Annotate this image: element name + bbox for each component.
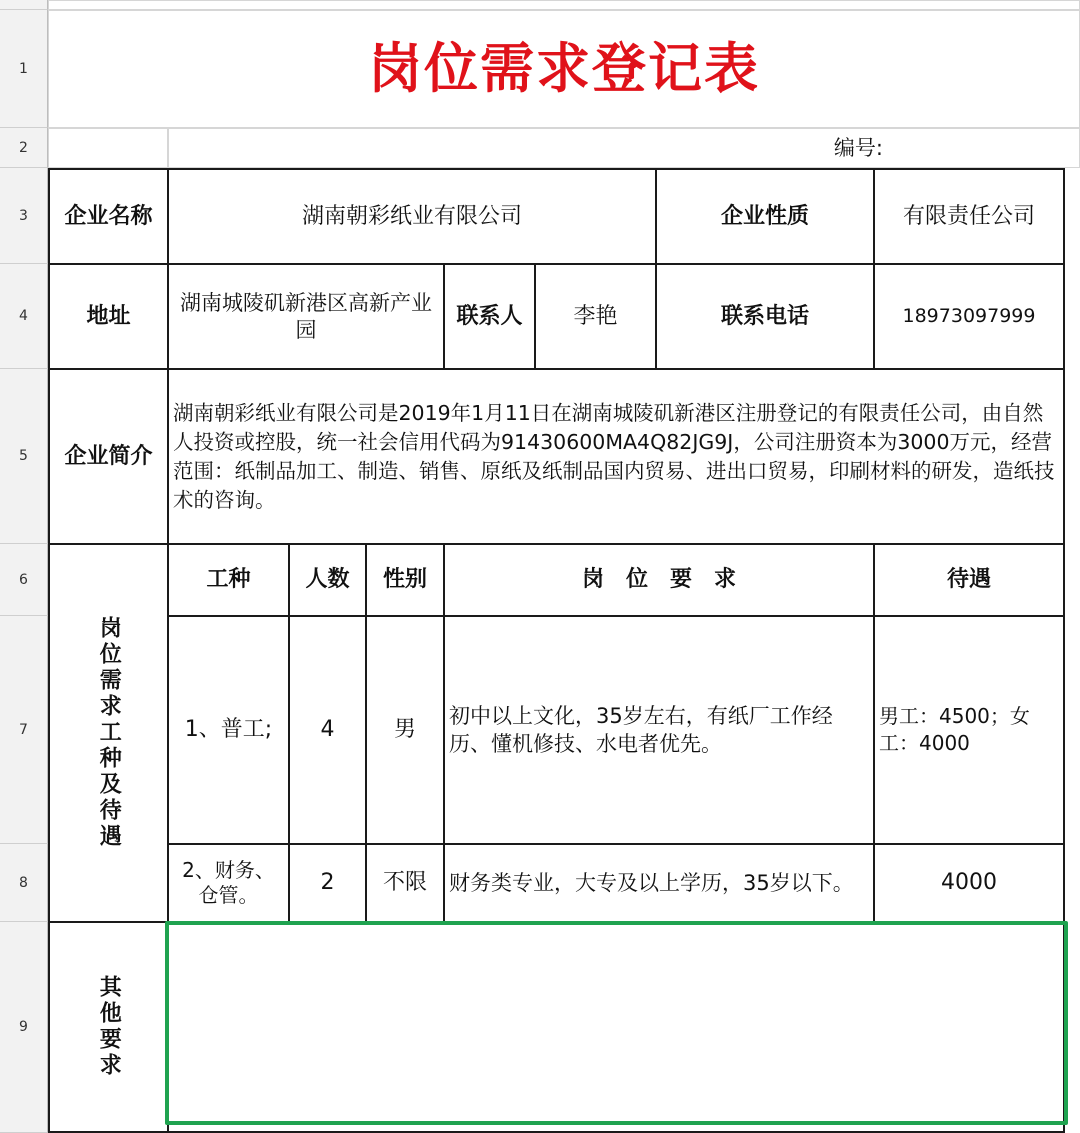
row-header-7[interactable]: 7 [0,616,48,844]
company-nature-label[interactable]: 企业性质 [655,168,875,265]
jobs-section-label-text: 岗位需求工种及待遇 [96,616,122,850]
contact-person-value[interactable]: 李艳 [534,263,657,370]
row-header-5[interactable]: 5 [0,369,48,544]
col-header-gender[interactable]: 性别 [365,543,445,617]
top-strip [48,0,1080,10]
row-header-1[interactable]: 1 [0,10,48,128]
job-1-type[interactable]: 1、普工; [167,615,290,845]
company-name-label[interactable]: 企业名称 [48,168,169,265]
company-intro-value[interactable]: 湖南朝彩纸业有限公司是2019年1月11日在湖南城陵矶新港区注册登记的有限责任公司，由自然人投资或控股，统一社会信用代码为91430600MA4Q82JG9J，公司注册资本为3000万元，经营范围：纸制品加工、制造、销售、原纸及纸制品国内贸易、进出口贸易，印刷材料的研发，造纸技术的咨询。 [167,368,1065,545]
job-2-salary[interactable]: 4000 [873,843,1065,923]
job-1-salary[interactable]: 男工：4500；女工：4000 [873,615,1065,845]
row2-blank-cell[interactable] [48,128,168,168]
col-header-requirement[interactable]: 岗 位 要 求 [443,543,875,617]
job-2-count[interactable]: 2 [288,843,367,923]
row-header-8[interactable]: 8 [0,844,48,922]
row-header-2[interactable]: 2 [0,128,48,168]
col-header-salary[interactable]: 待遇 [873,543,1065,617]
phone-label[interactable]: 联系电话 [655,263,875,370]
company-intro-label[interactable]: 企业简介 [48,368,169,545]
job-1-gender[interactable]: 男 [365,615,445,845]
other-requirements-label-text: 其他要求 [96,975,122,1079]
row-header-6[interactable]: 6 [0,544,48,616]
address-value[interactable]: 湖南城陵矶新港区高新产业园 [167,263,445,370]
serial-number-label[interactable]: 编号: [168,128,1080,168]
row-header-top [0,0,48,10]
jobs-section-label[interactable] [48,543,169,923]
job-2-gender[interactable]: 不限 [365,843,445,923]
company-nature-value[interactable]: 有限责任公司 [873,168,1065,265]
row-header-4[interactable]: 4 [0,264,48,369]
company-name-value[interactable]: 湖南朝彩纸业有限公司 [167,168,657,265]
phone-value[interactable]: 18973097999 [873,263,1065,370]
job-2-requirement[interactable]: 财务类专业，大专及以上学历，35岁以下。 [443,843,875,923]
row-header-9[interactable]: 9 [0,922,48,1133]
job-1-requirement[interactable]: 初中以上文化，35岁左右，有纸厂工作经历、懂机修技、水电者优先。 [443,615,875,845]
col-header-type[interactable]: 工种 [167,543,290,617]
contact-person-label[interactable]: 联系人 [443,263,536,370]
col-header-count[interactable]: 人数 [288,543,367,617]
address-label[interactable]: 地址 [48,263,169,370]
job-2-type[interactable]: 2、财务、仓管。 [167,843,290,923]
selected-cell-highlight[interactable] [165,921,1068,1125]
other-requirements-label[interactable] [48,921,169,1133]
page-title[interactable]: 岗位需求登记表 [48,10,1080,128]
job-1-count[interactable]: 4 [288,615,367,845]
row-header-3[interactable]: 3 [0,168,48,264]
